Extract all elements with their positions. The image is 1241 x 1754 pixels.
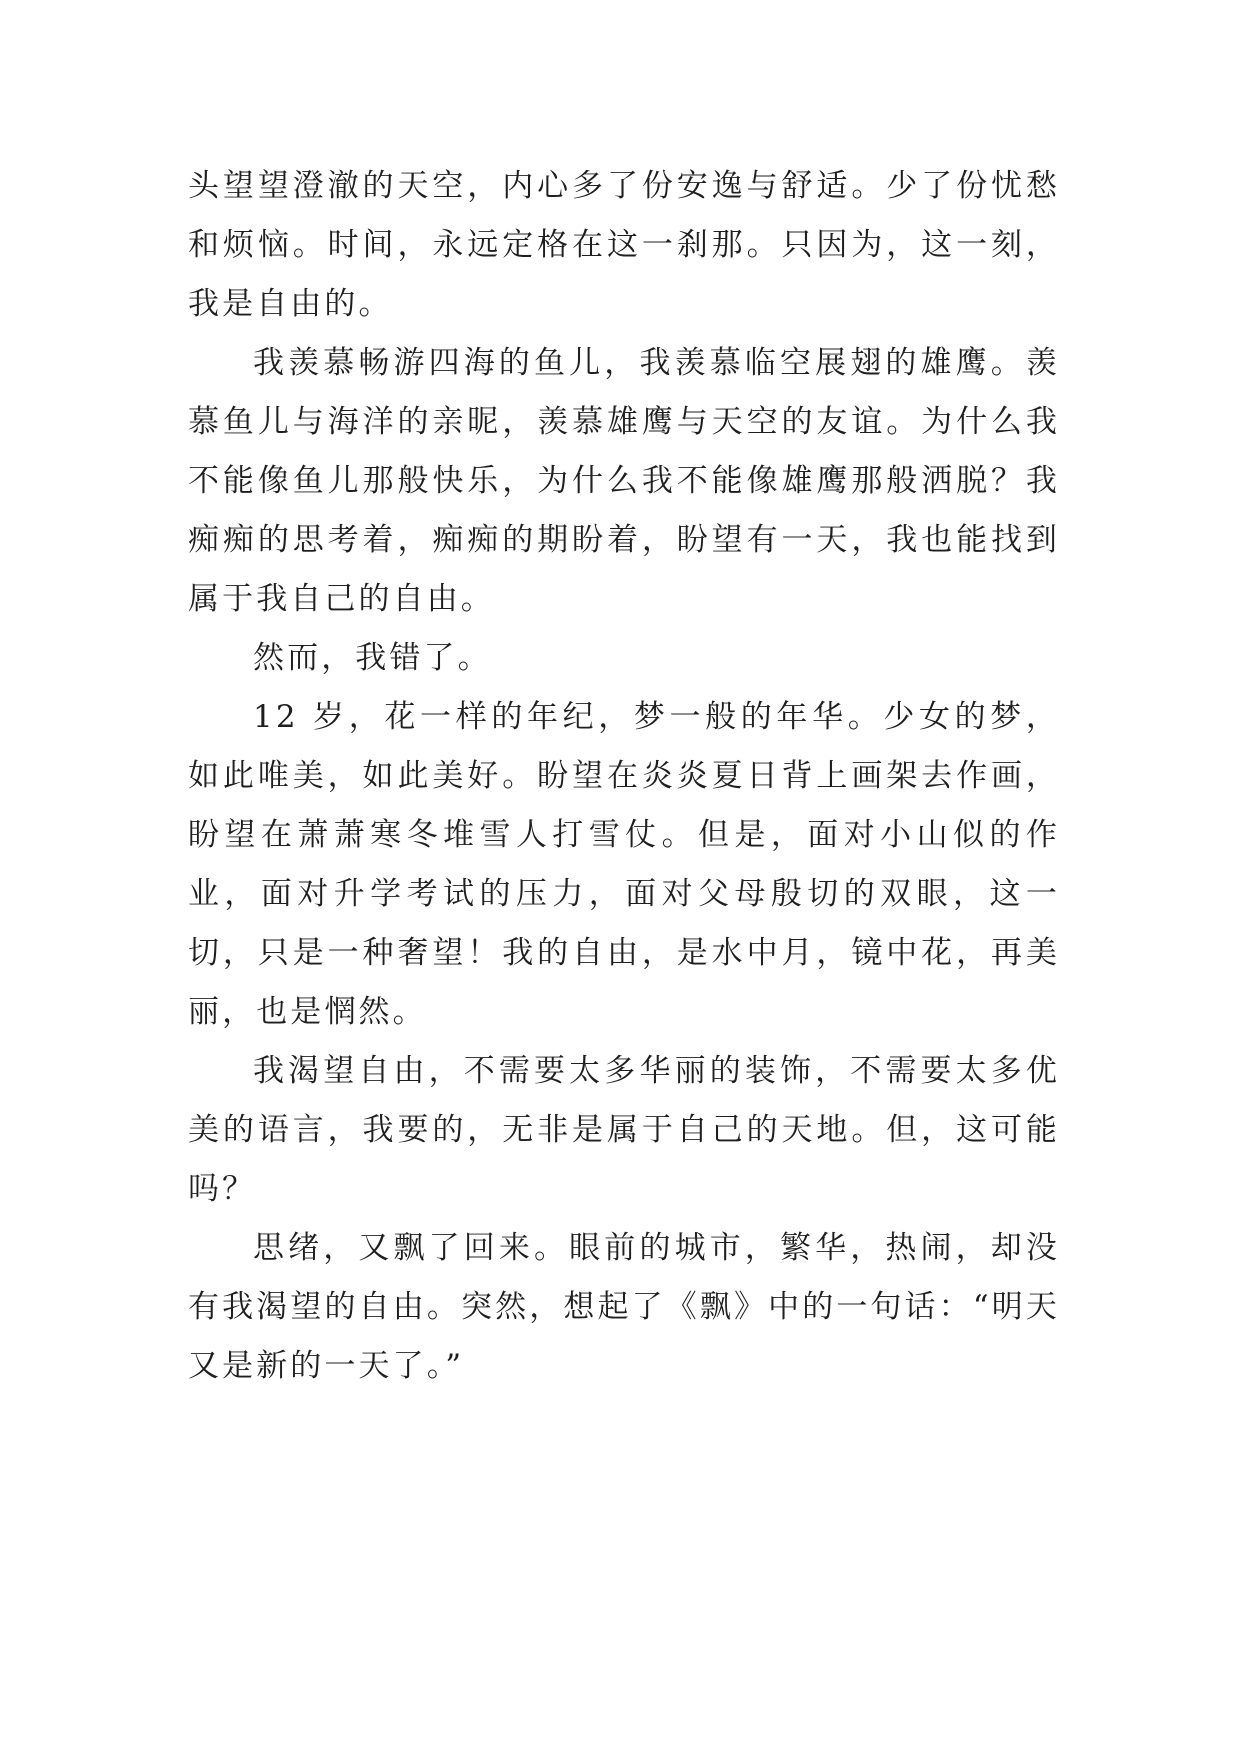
- paragraph-4: 12 岁，花一样的年纪，梦一般的年华。少女的梦，如此唯美，如此美好。盼望在炎炎夏日背上画架去作画，盼望在萧萧寒冬堆雪人打雪仗。但是，面对小山似的作业，面对升学考试的压力，面对父母殷切的双眼，这一切，只是一种奢望！我的自由，是水中月，镜中花，再美丽，也是惘然。: [188, 699, 1060, 1030]
- document-body: [188, 157, 1060, 1396]
- paragraph-5: 我渴望自由，不需要太多华丽的装饰，不需要太多优美的语言，我要的，无非是属于自己的天地。但，这可能吗？: [188, 1053, 1060, 1207]
- paragraph-1: 头望望澄澈的天空，内心多了份安逸与舒适。少了份忧愁和烦恼。时间，永远定格在这一刹那。只因为，这一刻，我是自由的。: [188, 168, 1060, 322]
- paragraph-2: 我羡慕畅游四海的鱼儿，我羡慕临空展翅的雄鹰。羡慕鱼儿与海洋的亲昵，羡慕雄鹰与天空的友谊。为什么我不能像鱼儿那般快乐，为什么我不能像雄鹰那般洒脱？我痴痴的思考着，痴痴的期盼着，盼望有一天，我也能找到属于我自己的自由。: [188, 345, 1060, 617]
- paragraph-3: 然而，我错了。: [253, 640, 492, 676]
- paragraph-6: 思绪，又飘了回来。眼前的城市，繁华，热闹，却没有我渴望的自由。突然，想起了《飘》中的一句话：“明天又是新的一天了。”: [188, 1230, 1060, 1384]
